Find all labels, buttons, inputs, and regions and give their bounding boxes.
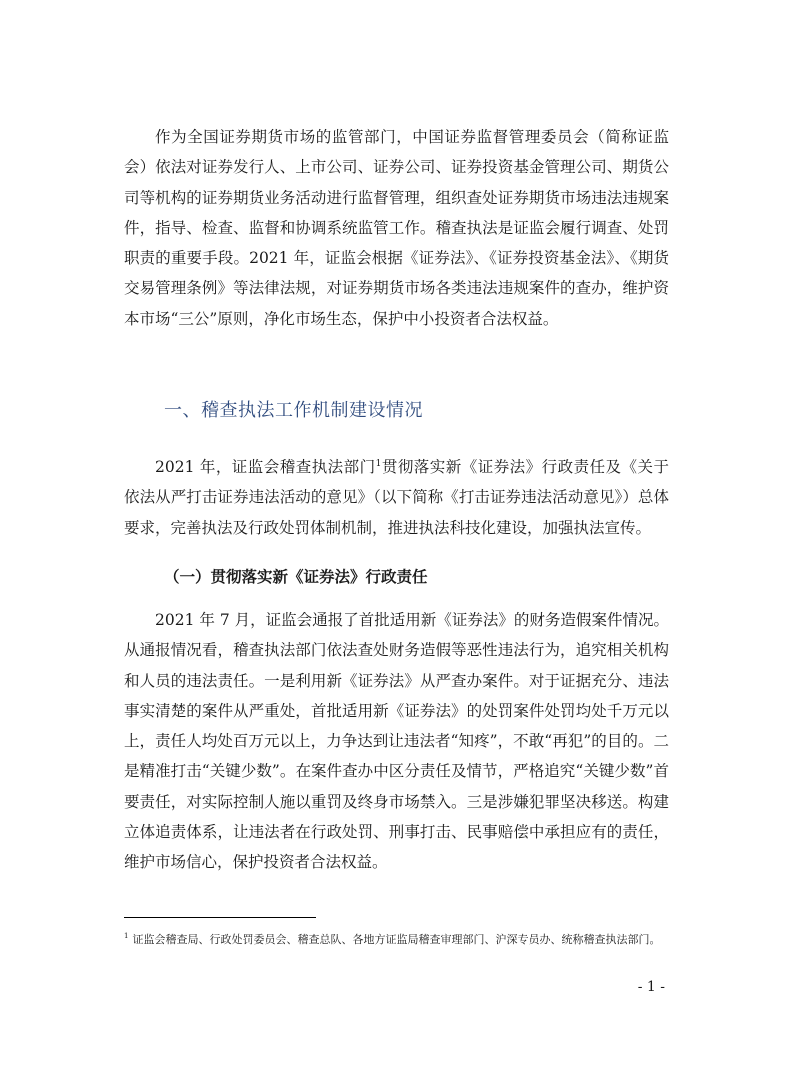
footnote (124, 930, 672, 950)
footnote-reference[interactable]: 1 (375, 458, 382, 469)
footnote-mark: 1 (124, 932, 129, 941)
subsection-paragraph: 2021 年 7 月，证监会通报了首批适用新《证券法》的财务造假案件情况。从通报情况看，稽查执法部门依法查处财务造假等恶性违法行为，追究相关机构和人员的违法责任。一是利用新《证券法》从严查办案件。对于证据充分、违法事实清楚的案件从严重处，首批适用新《证券法》的处罚案件处罚均处千万元以上，责任人均处百万元以上，力争达到让违法者“知疼”，不敢“再犯”的目的。二是精准打击“关键少数”。在案件查办中区分责任及情节，严格追究“关键少数”首要责任，对实际控制人施以重罚及终身市场禁入。三是涉嫌犯罪坚决移送。构建立体追责体系，让违法者在行政处罚、刑事打击、民事赔偿中承担应有的责任，维护市场信心，保护投资者合法权益。 (124, 611, 669, 872)
section-paragraph-rest: 贯彻落实新《证券法》行政责任及《关于依法从严打击证券违法活动的意见》（以下简称《打击证券违法活动意见》）总体要求，完善执法及行政处罚体制机制，推进执法科技化建设，加强执法宣传。 (124, 458, 669, 537)
section-heading: 一、稽查执法工作机制建设情况 (164, 400, 423, 421)
footnote-divider (124, 917, 316, 918)
footnote-text: 证监会稽查局、行政处罚委员会、稽查总队、各地方证监局稽查审理部门、沪深专员办、统称稽查执法部门。 (132, 933, 661, 946)
section-paragraph (124, 452, 669, 543)
subsection-heading: （一）贯彻落实新《证券法》行政责任 (164, 568, 428, 586)
intro-paragraph: 作为全国证券期货市场的监管部门，中国证券监督管理委员会（简称证监会）依法对证券发行人、上市公司、证券公司、证券投资基金管理公司、期货公司等机构的证券期货业务活动进行监督管理，组织查处证券期货市场违法违规案件，指导、检查、监督和协调系统监管工作。稽查执法是证监会履行调查、处罚职责的重要手段。2021 年，证监会根据《证券法》、《证券投资基金法》、《期货交易管理条例》等法律法规，对证券期货市场各类违法违规案件的查办，维护资本市场“三公”原则，净化市场生态，保护中小投资者合法权益。 (124, 128, 669, 328)
section-paragraph-lead: 2021 年，证监会稽查执法部门 (155, 458, 376, 476)
page-number: - 1 - (637, 979, 665, 995)
